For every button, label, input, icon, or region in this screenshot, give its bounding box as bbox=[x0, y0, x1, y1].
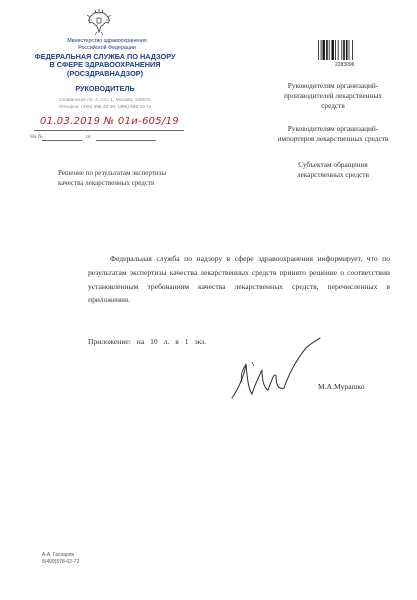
executor-info bbox=[42, 552, 79, 566]
letter-subject: Решение по результатам экспертизы качества лекарственных средств bbox=[58, 169, 167, 187]
barcode-number: 2283096 bbox=[335, 62, 355, 68]
double-headed-eagle-emblem-icon bbox=[86, 8, 112, 36]
na-line bbox=[42, 140, 82, 141]
barcode-bar bbox=[335, 40, 336, 60]
barcode-bar bbox=[323, 40, 325, 60]
head-title: РУКОВОДИТЕЛЬ bbox=[75, 84, 135, 93]
barcode-bar bbox=[332, 40, 334, 60]
attachment-ekz: экз. bbox=[194, 337, 207, 346]
letter-body bbox=[88, 252, 390, 307]
barcode bbox=[318, 40, 362, 60]
barcode-bar bbox=[321, 40, 322, 60]
attachment-pages: 10 bbox=[150, 337, 158, 346]
signer-name: М.А.Мурашко bbox=[318, 382, 365, 391]
recipient-circulation-subjects: Субъектам обращения лекарственных средств bbox=[296, 160, 370, 179]
na-label: На № bbox=[30, 134, 44, 140]
ot-line bbox=[96, 140, 156, 141]
ot-label: от bbox=[86, 134, 92, 140]
barcode-bar bbox=[343, 40, 345, 60]
barcode-bar bbox=[349, 40, 350, 60]
barcode-bar bbox=[318, 40, 319, 60]
attachment-copies: 1 bbox=[184, 337, 189, 346]
attachment-l: л. bbox=[163, 337, 170, 346]
barcode-bar bbox=[346, 40, 348, 60]
executor-phone: 8(499)578-02-72 bbox=[42, 559, 80, 565]
attachment-v: в bbox=[175, 337, 179, 346]
reference-underline bbox=[34, 130, 184, 131]
barcode-bar bbox=[352, 40, 353, 60]
recipient-manufacturers: Руководителям организаций- производителей лекарственных средств bbox=[283, 81, 383, 110]
barcode-bar bbox=[329, 40, 330, 60]
recipient-importers: Руководителям организаций- импортеров лекарственных средств bbox=[277, 124, 389, 143]
agency-name: ФЕДЕРАЛЬНАЯ СЛУЖБА ПО НАДЗОРУ В СФЕРЕ ЗДРАВООХРАНЕНИЯ (РОСЗДРАВНАДЗОР) bbox=[34, 52, 176, 78]
attachment-na: на bbox=[136, 337, 145, 346]
body-paragraph: Федеральная служба по надзору в сфере здравоохранения информирует, что по результатам экспертизы качества лекарственных средств принято решение о соответствии установленным требованиям качества лекарственных средств, перечисленных в приложении. bbox=[88, 254, 390, 305]
barcode-bar bbox=[341, 40, 342, 60]
ministry-name: Министерство здравоохранения Российской Федерации bbox=[67, 38, 147, 51]
executor-name: А.А. Гаспарян bbox=[42, 552, 75, 558]
handwritten-signature bbox=[230, 336, 322, 408]
attachment-line bbox=[88, 337, 210, 346]
attachment-label: Приложение: bbox=[88, 337, 131, 346]
barcode-bar bbox=[326, 40, 328, 60]
barcode-bar bbox=[338, 40, 339, 60]
agency-address: Славянская пл. 4, стр. 1, Москва, 109074 Телефон: (495) 698 45 38; (495) 698 15 74 bbox=[58, 98, 152, 110]
handwritten-reference-number: 01.03.2019 № 01и-605/19 bbox=[40, 116, 179, 127]
